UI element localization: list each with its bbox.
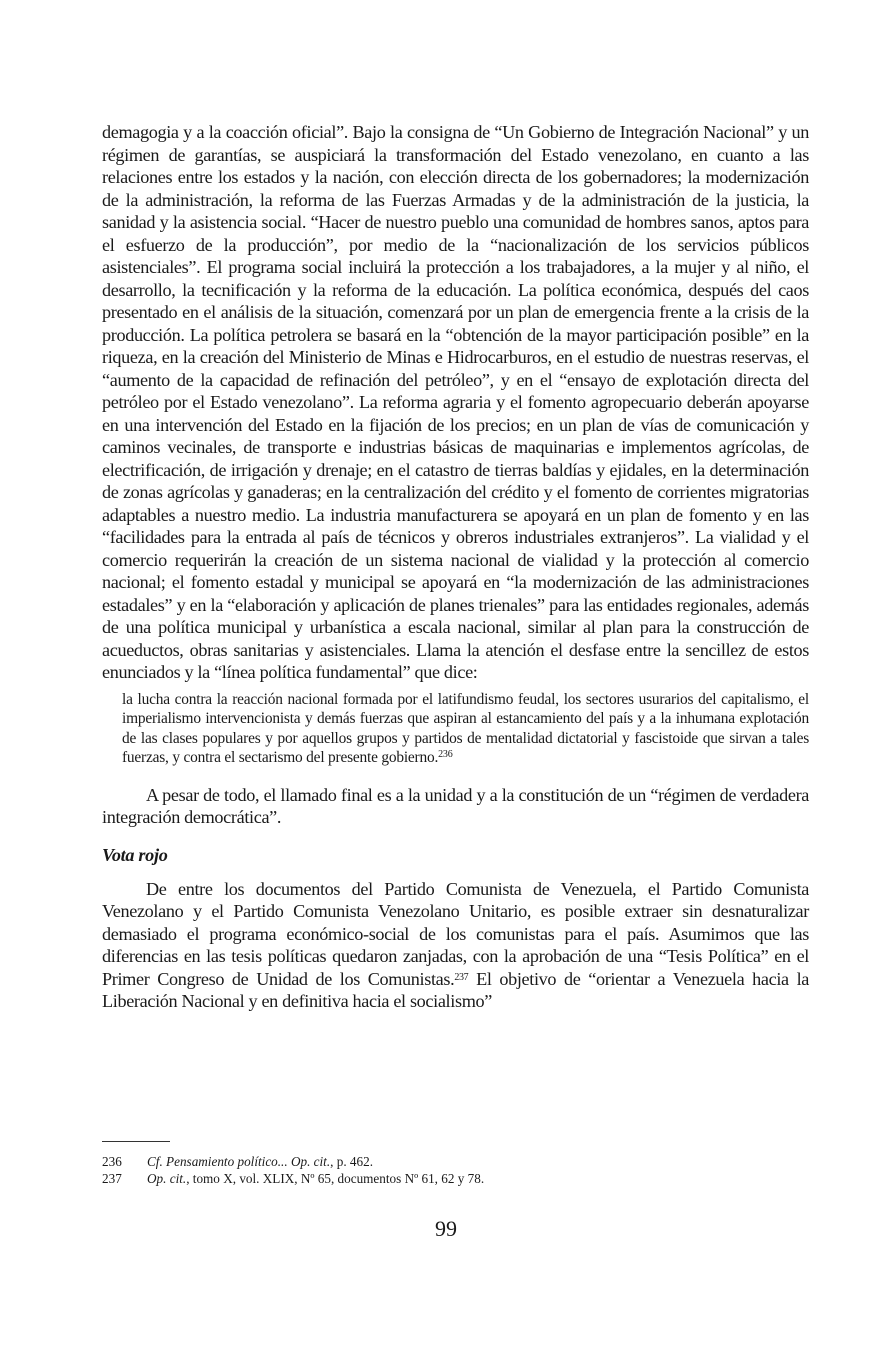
- footnote-text: [147, 1153, 373, 1170]
- footnote-236: [102, 1153, 809, 1170]
- footnote-number: 236: [102, 1154, 122, 1169]
- page-number: 99: [435, 1216, 457, 1241]
- footnote-ref-237[interactable]: 237: [454, 971, 469, 983]
- block-quote: [122, 690, 809, 768]
- footnote-237: [102, 1170, 809, 1187]
- footnote-text: [147, 1170, 484, 1187]
- section-heading-vota-rojo: Vota rojo: [102, 844, 168, 865]
- paragraph-program-description: demagogia y a la coacción oficial”. Bajo la consigna de “Un Gobierno de Integración Nacional” y un régimen de garantías, se auspiciará la transformación del Estado venezolano, en cuanto a las relaciones entre los estados y la nación, con elección directa de los gobernadores; la modernización de la administración, la reforma de las Fuerzas Armadas y de la administración de la justicia, la sanidad y la asistencia social. “Hacer de nuestro pueblo una comunidad de hombres sanos, aptos para el esfuerzo de la producción”, por medio de la “nacionalización de los servicios públicos asistenciales”. El programa social incluirá la protección a los trabajadores, a la mujer y al niño, el desarrollo, la tecnificación y la reforma de la educación. La política económica, después del caos presentado en el análisis de la situación, comenzará por un plan de emergencia frente a la crisis de la producción. La política petrolera se basará en la “obtención de la mayor participación posible” en la riqueza, en la creación del Ministerio de Minas e Hidrocarburos, en el estudio de nuestras reservas, el “aumento de la capacidad de refinación del petróleo”, y en el “ensayo de explotación directa del petróleo por el Estado venezolano”. La reforma agraria y el fomento agropecuario deberán apoyarse en una intervención del Estado en la fijación de los precios; en un plan de vías de comunicación y caminos vecinales, de transporte e industrias básicas de maquinarias e implementos agrícolas, de electrificación, de irrigación y drenaje; en el catastro de tierras baldías y ejidales, en la determinación de zonas agrícolas y ganaderas; en la centralización del crédito y el fomento de corrientes migratorias adaptables a nuestro medio. La industria manufacturera se apoyará en un plan de fomento y en las “facilidades para la entrada al país de técnicos y obreros industriales extranjeros”. La vialidad y el comercio requerirán la creación de un sistema nacional de vialidad y la protección al comercio nacional; el fomento estadal y municipal se apoyará en “la modernización de las administraciones estadales” y en la “elaboración y aplicación de planes trienales” para las entidades regionales, además de una política municipal y urbanística a escala nacional, similar al plan para la construcción de acueductos, obras sanitarias y asistenciales. Llama la atención el desfase entre la sencillez de estos enunciados y la “línea política fundamental” que dice:: [102, 122, 809, 682]
- footnote-citation-plain: , p. 462.: [330, 1154, 373, 1169]
- footnote-divider: [102, 1141, 170, 1142]
- paragraph-communist-program: [102, 878, 809, 1013]
- footnotes: [102, 1153, 809, 1187]
- footnote-citation-italic: Cf. Pensamiento político... Op. cit.: [147, 1154, 331, 1169]
- paragraph-final-call: A pesar de todo, el llamado final es a la unidad y a la constitución de un “régimen de verdadera integración democrática”.: [102, 784, 809, 828]
- block-quote-text: la lucha contra la reacción nacional formada por el latifundismo feudal, los sectores usurarios del capitalismo, el imperialismo intervencionista y demás fuerzas que aspiran al estancamiento del país y a la inhumana explotación de las clases populares y por aquellos grupos y partidos de mentalidad dictatorial y fascistoide que sirvan a tales fuerzas, y contra el sectarismo del presente gobierno.: [122, 690, 809, 767]
- paragraph-text-after-ref: El objetivo de “orientar a Venezuela hacia la Liberación Nacional y en definitiva hacia el socialismo”: [102, 968, 809, 1012]
- footnote-ref-236[interactable]: 236: [438, 749, 453, 761]
- page-body: [102, 121, 809, 1013]
- footnote-citation-plain: , tomo X, vol. XLIX, Nº 65, documentos Nº 61, 62 y 78.: [186, 1171, 485, 1186]
- footnote-number: 237: [102, 1171, 122, 1186]
- footnote-citation-italic: Op. cit.: [147, 1171, 187, 1186]
- paragraph-text-before-ref: De entre los documentos del Partido Comunista de Venezuela, el Partido Comunista Venezolano y el Partido Comunista Venezolano Unitario, es posible extraer sin desnaturalizar demasiado el programa económico-social de los comunistas para el país. Asumimos que las diferencias en las tesis políticas quedaron zanjadas, con la aprobación de una “Tesis Política” en el Primer Congreso de Unidad de los Comunistas.: [102, 878, 809, 989]
